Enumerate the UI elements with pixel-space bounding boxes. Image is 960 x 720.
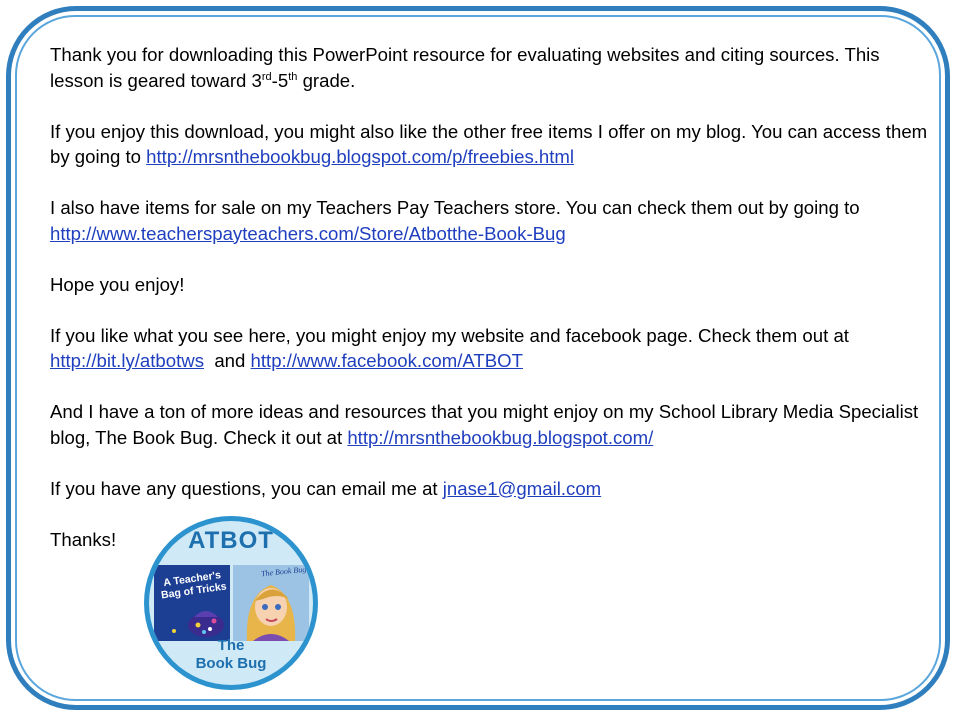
tpt-store-link[interactable]: http://www.teacherspayteachers.com/Store/Atbotthe-Book-Bug (50, 222, 566, 244)
logo-bottom-line2: Book Bug (195, 655, 267, 672)
intro-text: Thank you for downloading this PowerPoint resource for evaluating websites and citing sources. This lesson is geared toward 3 (50, 44, 880, 91)
book-bug-label: The Book Bug (260, 564, 307, 579)
email-link[interactable]: jnase1@gmail.com (442, 477, 602, 499)
logo-bottom-text (149, 637, 313, 673)
blog-text: And I have a ton of more ideas and resources that you might enjoy on my School Library Media Specialist blog, The Book Bug. Check it out at (50, 401, 919, 448)
ordinal-rd: rd (261, 70, 272, 83)
teachers-bag-label: A Teacher's Bag of Tricks (160, 569, 228, 602)
logo-title: ATBOT (188, 527, 274, 554)
website-link[interactable]: http://bit.ly/atbotws (50, 350, 204, 371)
facebook-link[interactable]: http://www.facebook.com/ATBOT (250, 350, 523, 371)
logo-face (149, 521, 313, 685)
intro-text-range: -5 (271, 69, 289, 91)
message-body (50, 42, 930, 578)
paragraph-email (50, 476, 930, 502)
paragraph-hope: Hope you enjoy! (50, 273, 185, 295)
blog-link[interactable]: http://mrsnthebookbug.blogspot.com/ (347, 426, 654, 448)
logo-bottom-line1: The (217, 637, 245, 654)
book-bug-panel (233, 565, 309, 641)
atbot-logo (144, 516, 318, 690)
paragraph-website-facebook (50, 323, 930, 374)
paragraph-freebies (50, 119, 930, 170)
freebies-link[interactable]: http://mrsnthebookbug.blogspot.com/p/freebies.html (146, 146, 575, 167)
ordinal-th: th (288, 70, 298, 83)
paragraph-blog (50, 399, 930, 450)
freebies-text: If you enjoy this download, you might also like the other free items I offer on my blog. You can access them by going to (50, 120, 928, 167)
paragraph-thanks: Thanks! (50, 528, 117, 550)
bag-of-tricks-icon (154, 565, 230, 641)
teachers-bag-panel (154, 565, 230, 641)
paragraph-tpt-store (50, 195, 930, 246)
email-text: If you have any questions, you can email me at (50, 477, 443, 499)
paragraph-intro (50, 42, 930, 93)
website-text: If you like what you see here, you might enjoy my website and facebook page. Check them out at (50, 324, 849, 346)
tpt-text: I also have items for sale on my Teachers Pay Teachers store. You can check them out by going to (50, 197, 860, 218)
and-text: and (204, 350, 251, 371)
intro-text-end: grade. (297, 69, 356, 91)
